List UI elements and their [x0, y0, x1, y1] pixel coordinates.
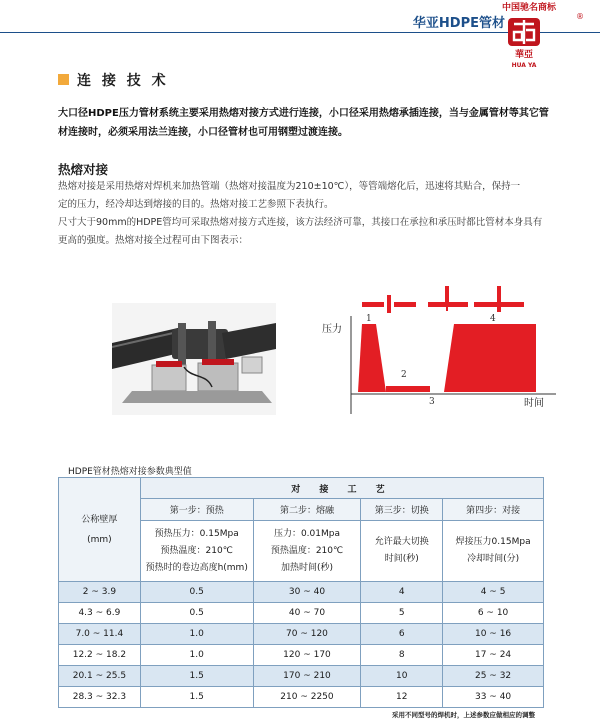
table-cell: 0.5 [140, 603, 253, 624]
logo-text-en: HUA YA [511, 62, 537, 69]
wall-thickness-header-text: 公称壁厚 (mm) [81, 514, 118, 545]
step-4-header: 第四步：对接 [443, 499, 544, 521]
table-cell: 28.3 ~ 32.3 [59, 687, 141, 708]
detail-line: 预热温度：210℃ [160, 545, 233, 556]
section-marker [58, 74, 69, 85]
para-line: 热熔对接是采用热熔对焊机来加热管端（热熔对接温度为210±10℃），等管端熔化后，迅速将其贴合，保持一 [58, 181, 521, 192]
table-cell: 33 ~ 40 [443, 687, 544, 708]
brand-title: 华亚HDPE管材 [412, 16, 505, 31]
point-label-4: 4 [490, 314, 496, 324]
step-4-detail [443, 521, 544, 582]
table-row [59, 582, 544, 603]
step-1-header: 第一步：预热 [140, 499, 253, 521]
table-cell: 4.3 ~ 6.9 [59, 603, 141, 624]
pressure-time-diagram [306, 282, 566, 422]
table-cell: 2 ~ 3.9 [59, 582, 141, 603]
table-caption: HDPE管材热熔对接参数典型值 [68, 467, 192, 477]
table-cell: 70 ~ 120 [253, 624, 361, 645]
step-3-header: 第三步：切换 [361, 499, 443, 521]
wall-thickness-header [59, 478, 141, 582]
table-cell: 20.1 ~ 25.5 [59, 666, 141, 687]
para-line: 更高的强度。热熔对接全过程可由下图表示： [58, 235, 249, 246]
pipe-symbol-separate [362, 295, 416, 313]
fusion-machine-photo [112, 303, 276, 415]
step-3-detail [361, 521, 443, 582]
logo-text-cn: 華亞 [514, 50, 534, 60]
famous-trademark-label: 中国驰名商标 [502, 3, 557, 13]
table-row [59, 603, 544, 624]
table-row [59, 666, 544, 687]
table-row [59, 624, 544, 645]
para-line: 尺寸大于90mm的HDPE管均可采取热熔对接方式连接，该方法经济可靠，其接口在承拉和承压时都比管材本身具有 [58, 217, 543, 228]
detail-line: 焊接压力0.15Mpa [455, 537, 531, 547]
table-cell: 17 ~ 24 [443, 645, 544, 666]
butt-fusion-paragraph [58, 178, 558, 250]
table-cell: 4 ~ 5 [443, 582, 544, 603]
table-cell: 1.0 [140, 624, 253, 645]
x-axis-label: 时间 [524, 398, 544, 409]
detail-line: 时间(秒) [384, 554, 419, 564]
para-line: 定的压力，经冷却达到熔接的目的。热熔对接工艺参照下表执行。 [58, 199, 334, 210]
table-cell: 210 ~ 2250 [253, 687, 361, 708]
detail-line: 压力：0.01Mpa [273, 528, 340, 539]
table-cell: 40 ~ 70 [253, 603, 361, 624]
fusion-parameter-table [58, 477, 544, 708]
detail-line: 冷却时间(分) [467, 554, 520, 564]
table-cell: 8 [361, 645, 443, 666]
table-cell: 12.2 ~ 18.2 [59, 645, 141, 666]
table-row [59, 645, 544, 666]
stage-4-shape [444, 324, 536, 392]
table-cell: 7.0 ~ 11.4 [59, 624, 141, 645]
intro-paragraph: 大口径HDPE压力管材系统主要采用热熔对接方式进行连接，小口径采用热熔承插连接，当与金属管材等其它管材连接时，必须采用法兰连接，小口径管材也可用钢塑过渡连接。 [58, 108, 549, 138]
step-2-header: 第二步：熔融 [253, 499, 361, 521]
detail-line: 预热时的卷边高度h(mm) [145, 562, 248, 573]
table-footnote: 采用不同型号的焊机时，上述参数应做相应的调整 [392, 711, 535, 719]
table-cell: 25 ~ 32 [443, 666, 544, 687]
stage-2-shape [386, 386, 430, 392]
point-label-3: 3 [429, 397, 435, 407]
table-cell: 120 ~ 170 [253, 645, 361, 666]
table-cell: 1.0 [140, 645, 253, 666]
pipe-symbol-joined [474, 286, 524, 312]
registered-mark: ® [576, 12, 584, 21]
table-cell: 6 [361, 624, 443, 645]
stage-1-shape [358, 324, 386, 392]
step-2-detail [253, 521, 361, 582]
table-cell: 10 [361, 666, 443, 687]
pipe-symbol-heating [428, 286, 468, 311]
table-cell: 1.5 [140, 687, 253, 708]
detail-line: 允许最大切换 [374, 537, 429, 547]
point-label-1: 1 [366, 314, 372, 324]
table-cell: 30 ~ 40 [253, 582, 361, 603]
table-cell: 1.5 [140, 666, 253, 687]
table-row [59, 687, 544, 708]
section-title: 连 接 技 术 [77, 73, 169, 89]
process-group-header: 对 接 工 艺 [140, 478, 543, 499]
y-axis-label: 压力 [322, 324, 342, 335]
table-cell: 170 ~ 210 [253, 666, 361, 687]
detail-line: 预热压力：0.15Mpa [154, 528, 239, 539]
subsection-title: 热熔对接 [58, 162, 109, 177]
detail-line: 加热时间(秒) [280, 562, 333, 573]
table-cell: 12 [361, 687, 443, 708]
detail-line: 预热温度：210℃ [270, 545, 344, 556]
step-1-detail [140, 521, 253, 582]
table-cell: 4 [361, 582, 443, 603]
huaya-logo [498, 16, 550, 70]
table-cell: 10 ~ 16 [443, 624, 544, 645]
table-cell: 6 ~ 10 [443, 603, 544, 624]
table-cell: 0.5 [140, 582, 253, 603]
point-label-2: 2 [401, 370, 407, 380]
table-cell: 5 [361, 603, 443, 624]
